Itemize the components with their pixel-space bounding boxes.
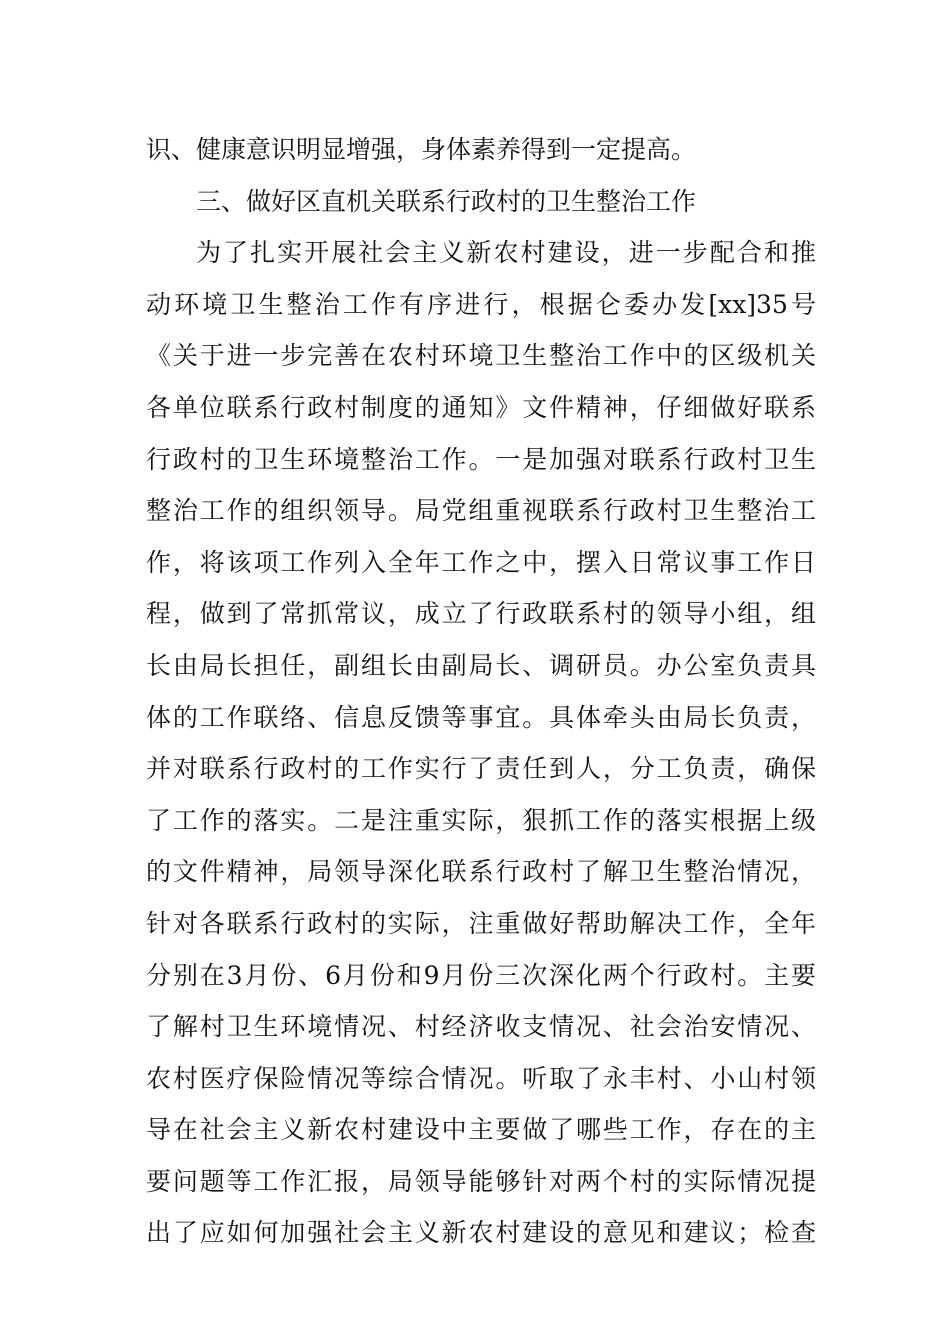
paragraph-line: 体的工作联络、信息反馈等事宜。具体牵头由局长负责， xyxy=(146,702,816,732)
paragraph-line: 动环境卫生整治工作有序进行，根据仑委办发[xx]35号 xyxy=(146,289,816,319)
paragraph-line: 《关于进一步完善在农村环境卫生整治工作中的区级机关 xyxy=(146,341,816,371)
paragraph-line: 导在社会主义新农村建设中主要做了哪些工作，存在的主 xyxy=(146,1115,816,1145)
paragraph-line: 为了扎实开展社会主义新农村建设，进一步配合和推 xyxy=(196,238,816,268)
paragraph-line: 出了应如何加强社会主义新农村建设的意见和建议；检查 xyxy=(146,1218,816,1248)
paragraph-line: 并对联系行政村的工作实行了责任到人，分工负责，确保 xyxy=(146,754,816,784)
paragraph-line: 整治工作的组织领导。局党组重视联系行政村卫生整治工 xyxy=(146,496,816,526)
paragraph-line: 作，将该项工作列入全年工作之中，摆入日常议事工作日 xyxy=(146,547,816,577)
paragraph-line: 针对各联系行政村的实际，注重做好帮助解决工作，全年 xyxy=(146,908,816,938)
paragraph-line: 分别在3月份、6月份和9月份三次深化两个行政村。主要 xyxy=(146,960,816,990)
paragraph-line: 了解村卫生环境情况、村经济收支情况、社会治安情况、 xyxy=(146,1012,816,1042)
paragraph-line: 各单位联系行政村制度的通知》文件精神，仔细做好联系 xyxy=(146,392,816,422)
document-body xyxy=(146,124,816,1259)
section-heading: 三、做好区直机关联系行政村的卫生整治工作 xyxy=(196,186,697,216)
paragraph-line: 了工作的落实。二是注重实际，狠抓工作的落实根据上级 xyxy=(146,805,816,835)
paragraph-line: 行政村的卫生环境整治工作。一是加强对联系行政村卫生 xyxy=(146,444,816,474)
paragraph-line: 农村医疗保险情况等综合情况。听取了永丰村、小山村领 xyxy=(146,1063,816,1093)
paragraph-line: 要问题等工作汇报，局领导能够针对两个村的实际情况提 xyxy=(146,1166,816,1196)
paragraph-line: 长由局长担任，副组长由副局长、调研员。办公室负责具 xyxy=(146,650,816,680)
paragraph-line: 识、健康意识明显增强，身体素养得到一定提高。 xyxy=(146,135,697,164)
paragraph-line: 的文件精神，局领导深化联系行政村了解卫生整治情况， xyxy=(146,857,816,887)
paragraph-line: 程，做到了常抓常议，成立了行政联系村的领导小组，组 xyxy=(146,599,816,629)
